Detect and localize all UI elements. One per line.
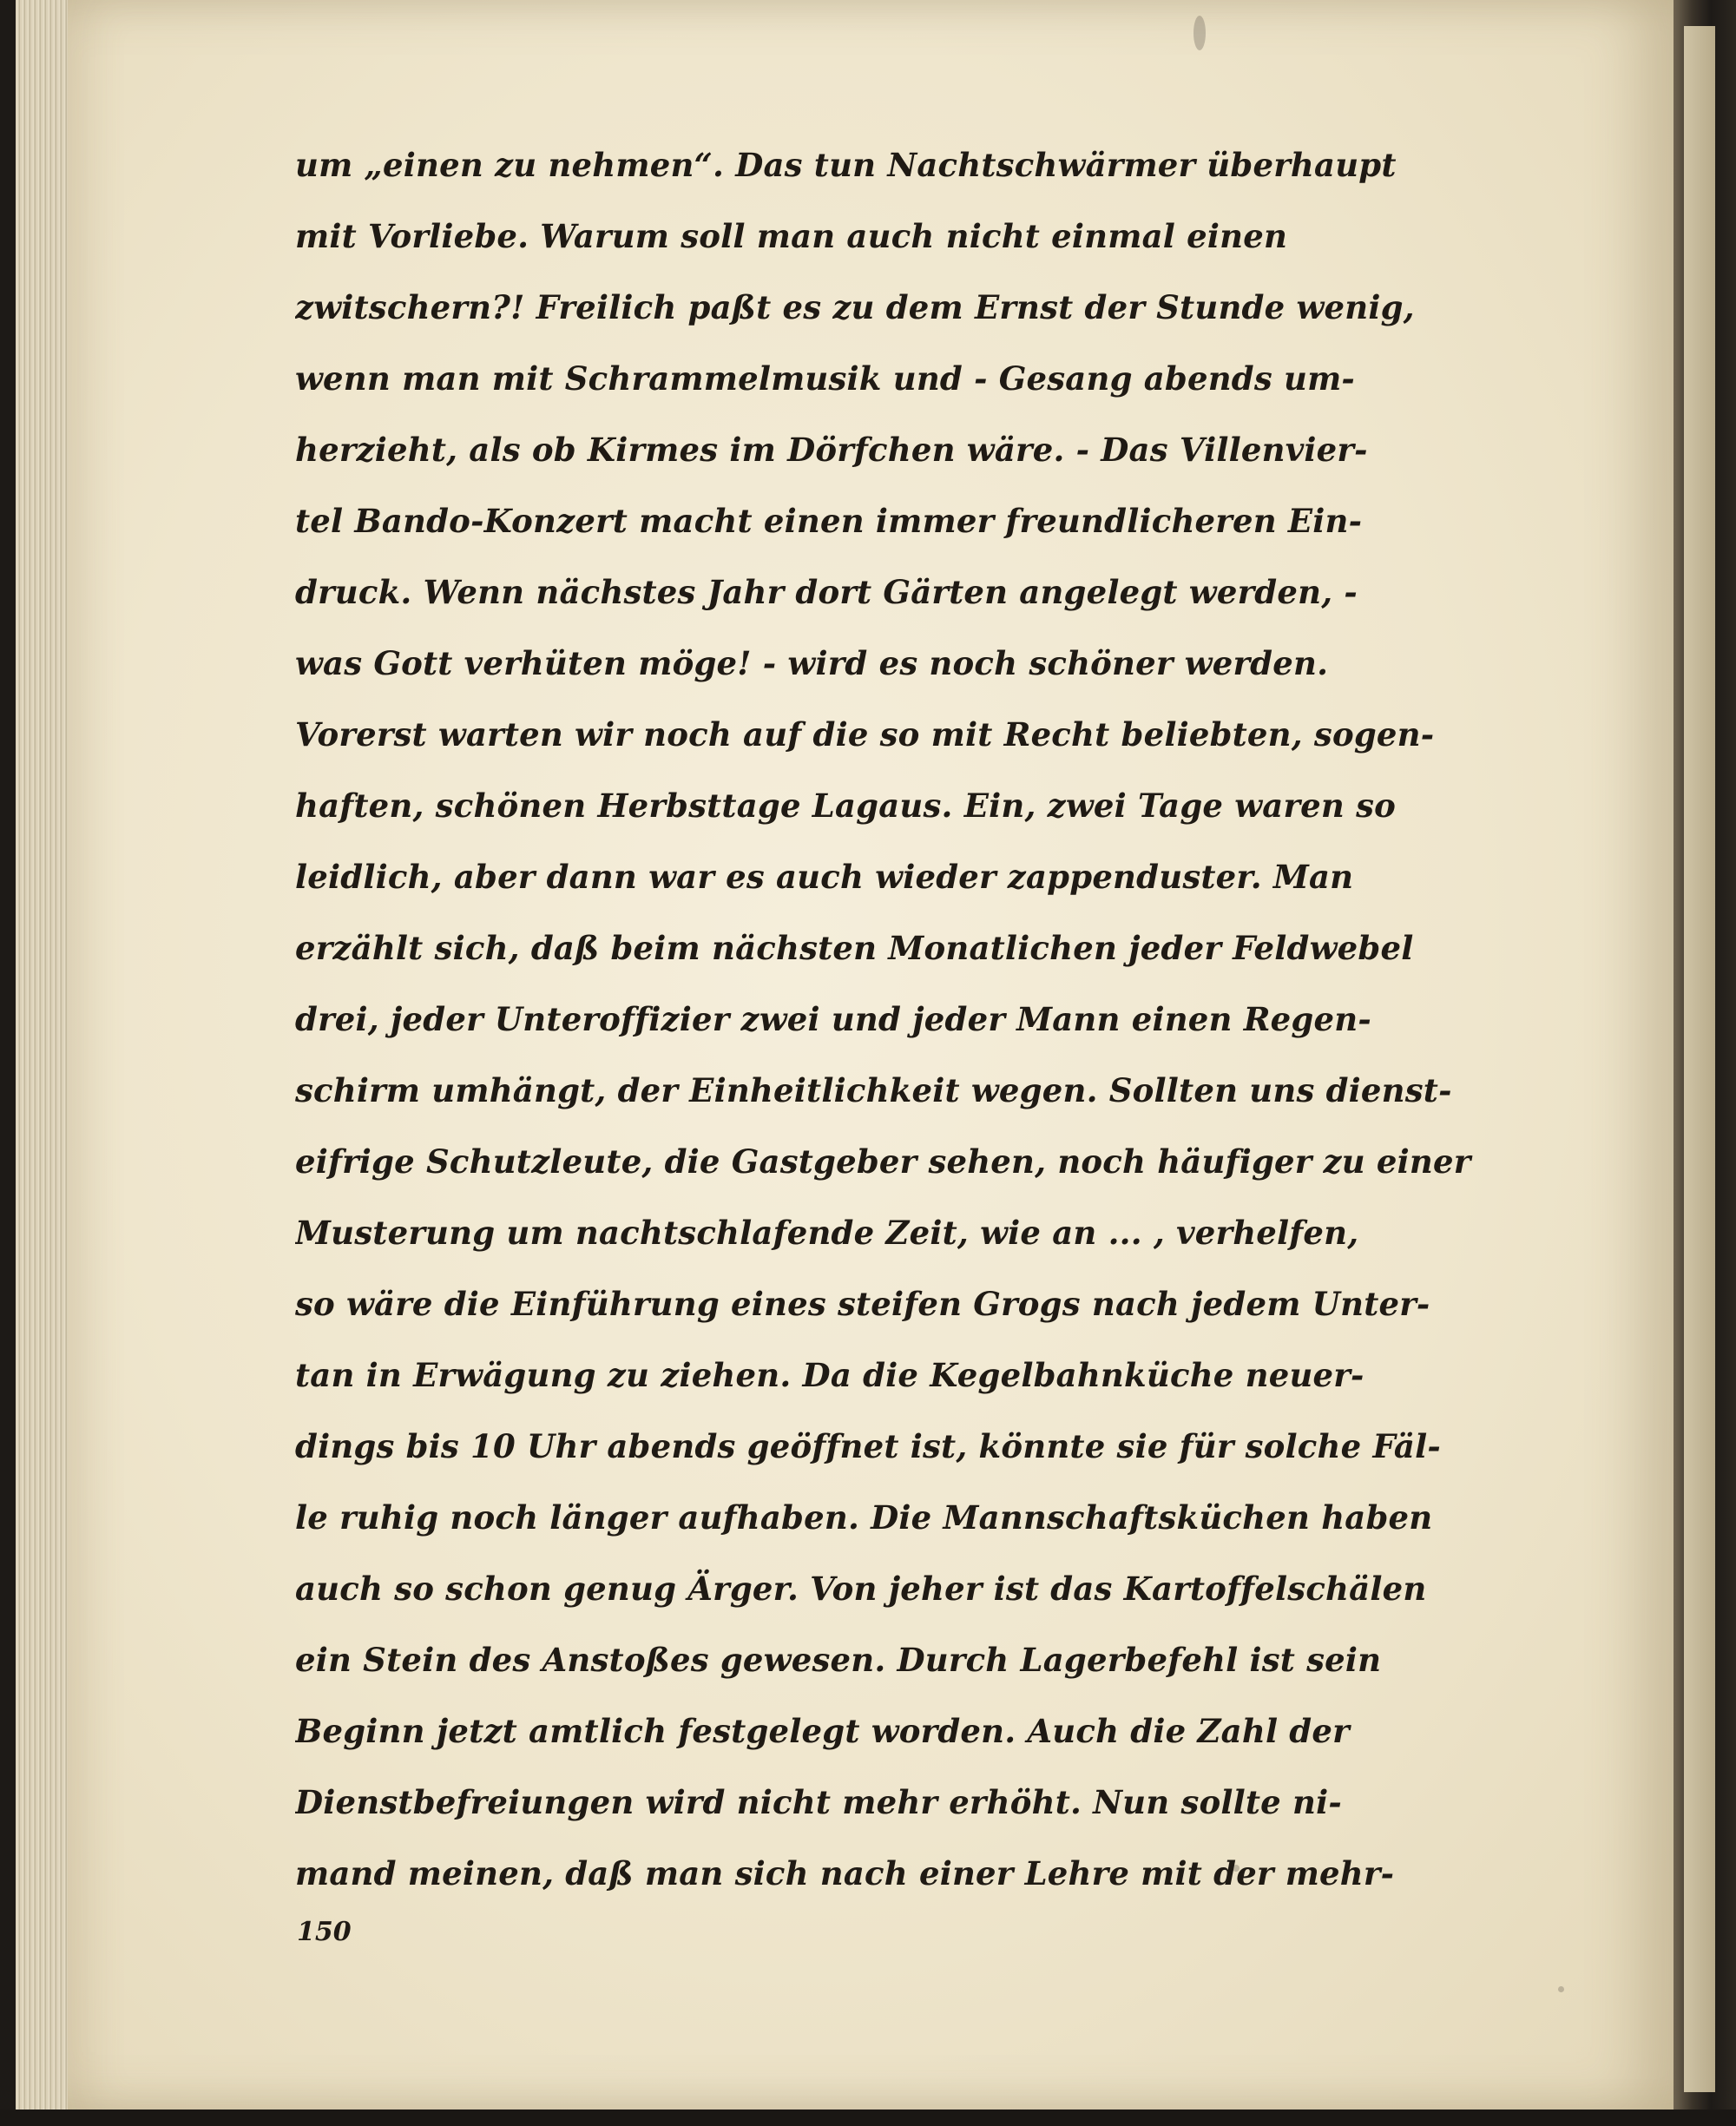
text-line: Musterung um nachtschlafende Zeit, wie an ... , verhelfen, [295, 1214, 1359, 1252]
text-line: Dienstbefreiungen wird nicht mehr erhöht. Nun sollte ni- [295, 1783, 1342, 1821]
page-number: 150 [297, 1917, 352, 1947]
text-line: le ruhig noch länger aufhaben. Die Mannschaftsküchen haben [295, 1498, 1433, 1537]
text-line: leidlich, aber dann war es auch wieder zappenduster. Man [295, 858, 1354, 896]
text-line: ein Stein des Anstoßes gewesen. Durch Lagerbefehl ist sein [295, 1641, 1382, 1679]
handwritten-text-block [295, 130, 1528, 1910]
text-line: dings bis 10 Uhr abends geöffnet ist, könnte sie für solche Fäl- [295, 1427, 1441, 1465]
text-line: tan in Erwägung zu ziehen. Da die Kegelbahnküche neuer- [295, 1356, 1364, 1394]
scan-bottom-edge [0, 2110, 1736, 2126]
text-line: drei, jeder Unteroffizier zwei und jeder Mann einen Regen- [295, 1000, 1371, 1038]
text-line: haften, schönen Herbsttage Lagaus. Ein, zwei Tage waren so [295, 787, 1396, 825]
text-line: eifrige Schutzleute, die Gastgeber sehen, noch häufiger zu einer [295, 1142, 1471, 1181]
text-line: schirm umhängt, der Einheitlichkeit wegen. Sollten uns dienst- [295, 1071, 1452, 1109]
facing-page-edge [1684, 26, 1715, 2092]
text-line: herzieht, als ob Kirmes im Dörfchen wäre. - Das Villenvier- [295, 431, 1368, 469]
text-line: so wäre die Einführung eines steifen Grogs nach jedem Unter- [295, 1285, 1430, 1323]
text-line: mand meinen, daß man sich nach einer Lehre mit der mehr- [295, 1854, 1395, 1892]
text-line: was Gott verhüten möge! - wird es noch schöner werden. [295, 644, 1329, 682]
text-line: erzählt sich, daß beim nächsten Monatlichen jeder Feldwebel [295, 929, 1414, 967]
paper-spot [1194, 16, 1206, 50]
text-line: tel Bando-Konzert macht einen immer freundlicheren Ein- [295, 502, 1363, 540]
text-line: druck. Wenn nächstes Jahr dort Gärten angelegt werden, - [295, 573, 1358, 611]
page-edges [16, 0, 71, 2110]
text-line: um „einen zu nehmen“. Das tun Nachtschwärmer überhaupt [295, 146, 1397, 184]
text-line: Vorerst warten wir noch auf die so mit Recht beliebten, sogen- [295, 715, 1435, 754]
text-line: mit Vorliebe. Warum soll man auch nicht einmal einen [295, 217, 1288, 255]
paper-spot [1558, 1986, 1564, 1992]
text-line: auch so schon genug Ärger. Von jeher ist das Kartoffelschälen [295, 1570, 1427, 1608]
text-line: zwitschern?! Freilich paßt es zu dem Ernst der Stunde wenig, [295, 288, 1415, 326]
text-line: wenn man mit Schrammelmusik und - Gesang abends um- [295, 359, 1355, 398]
text-line: Beginn jetzt amtlich festgelegt worden. Auch die Zahl der [295, 1712, 1350, 1750]
